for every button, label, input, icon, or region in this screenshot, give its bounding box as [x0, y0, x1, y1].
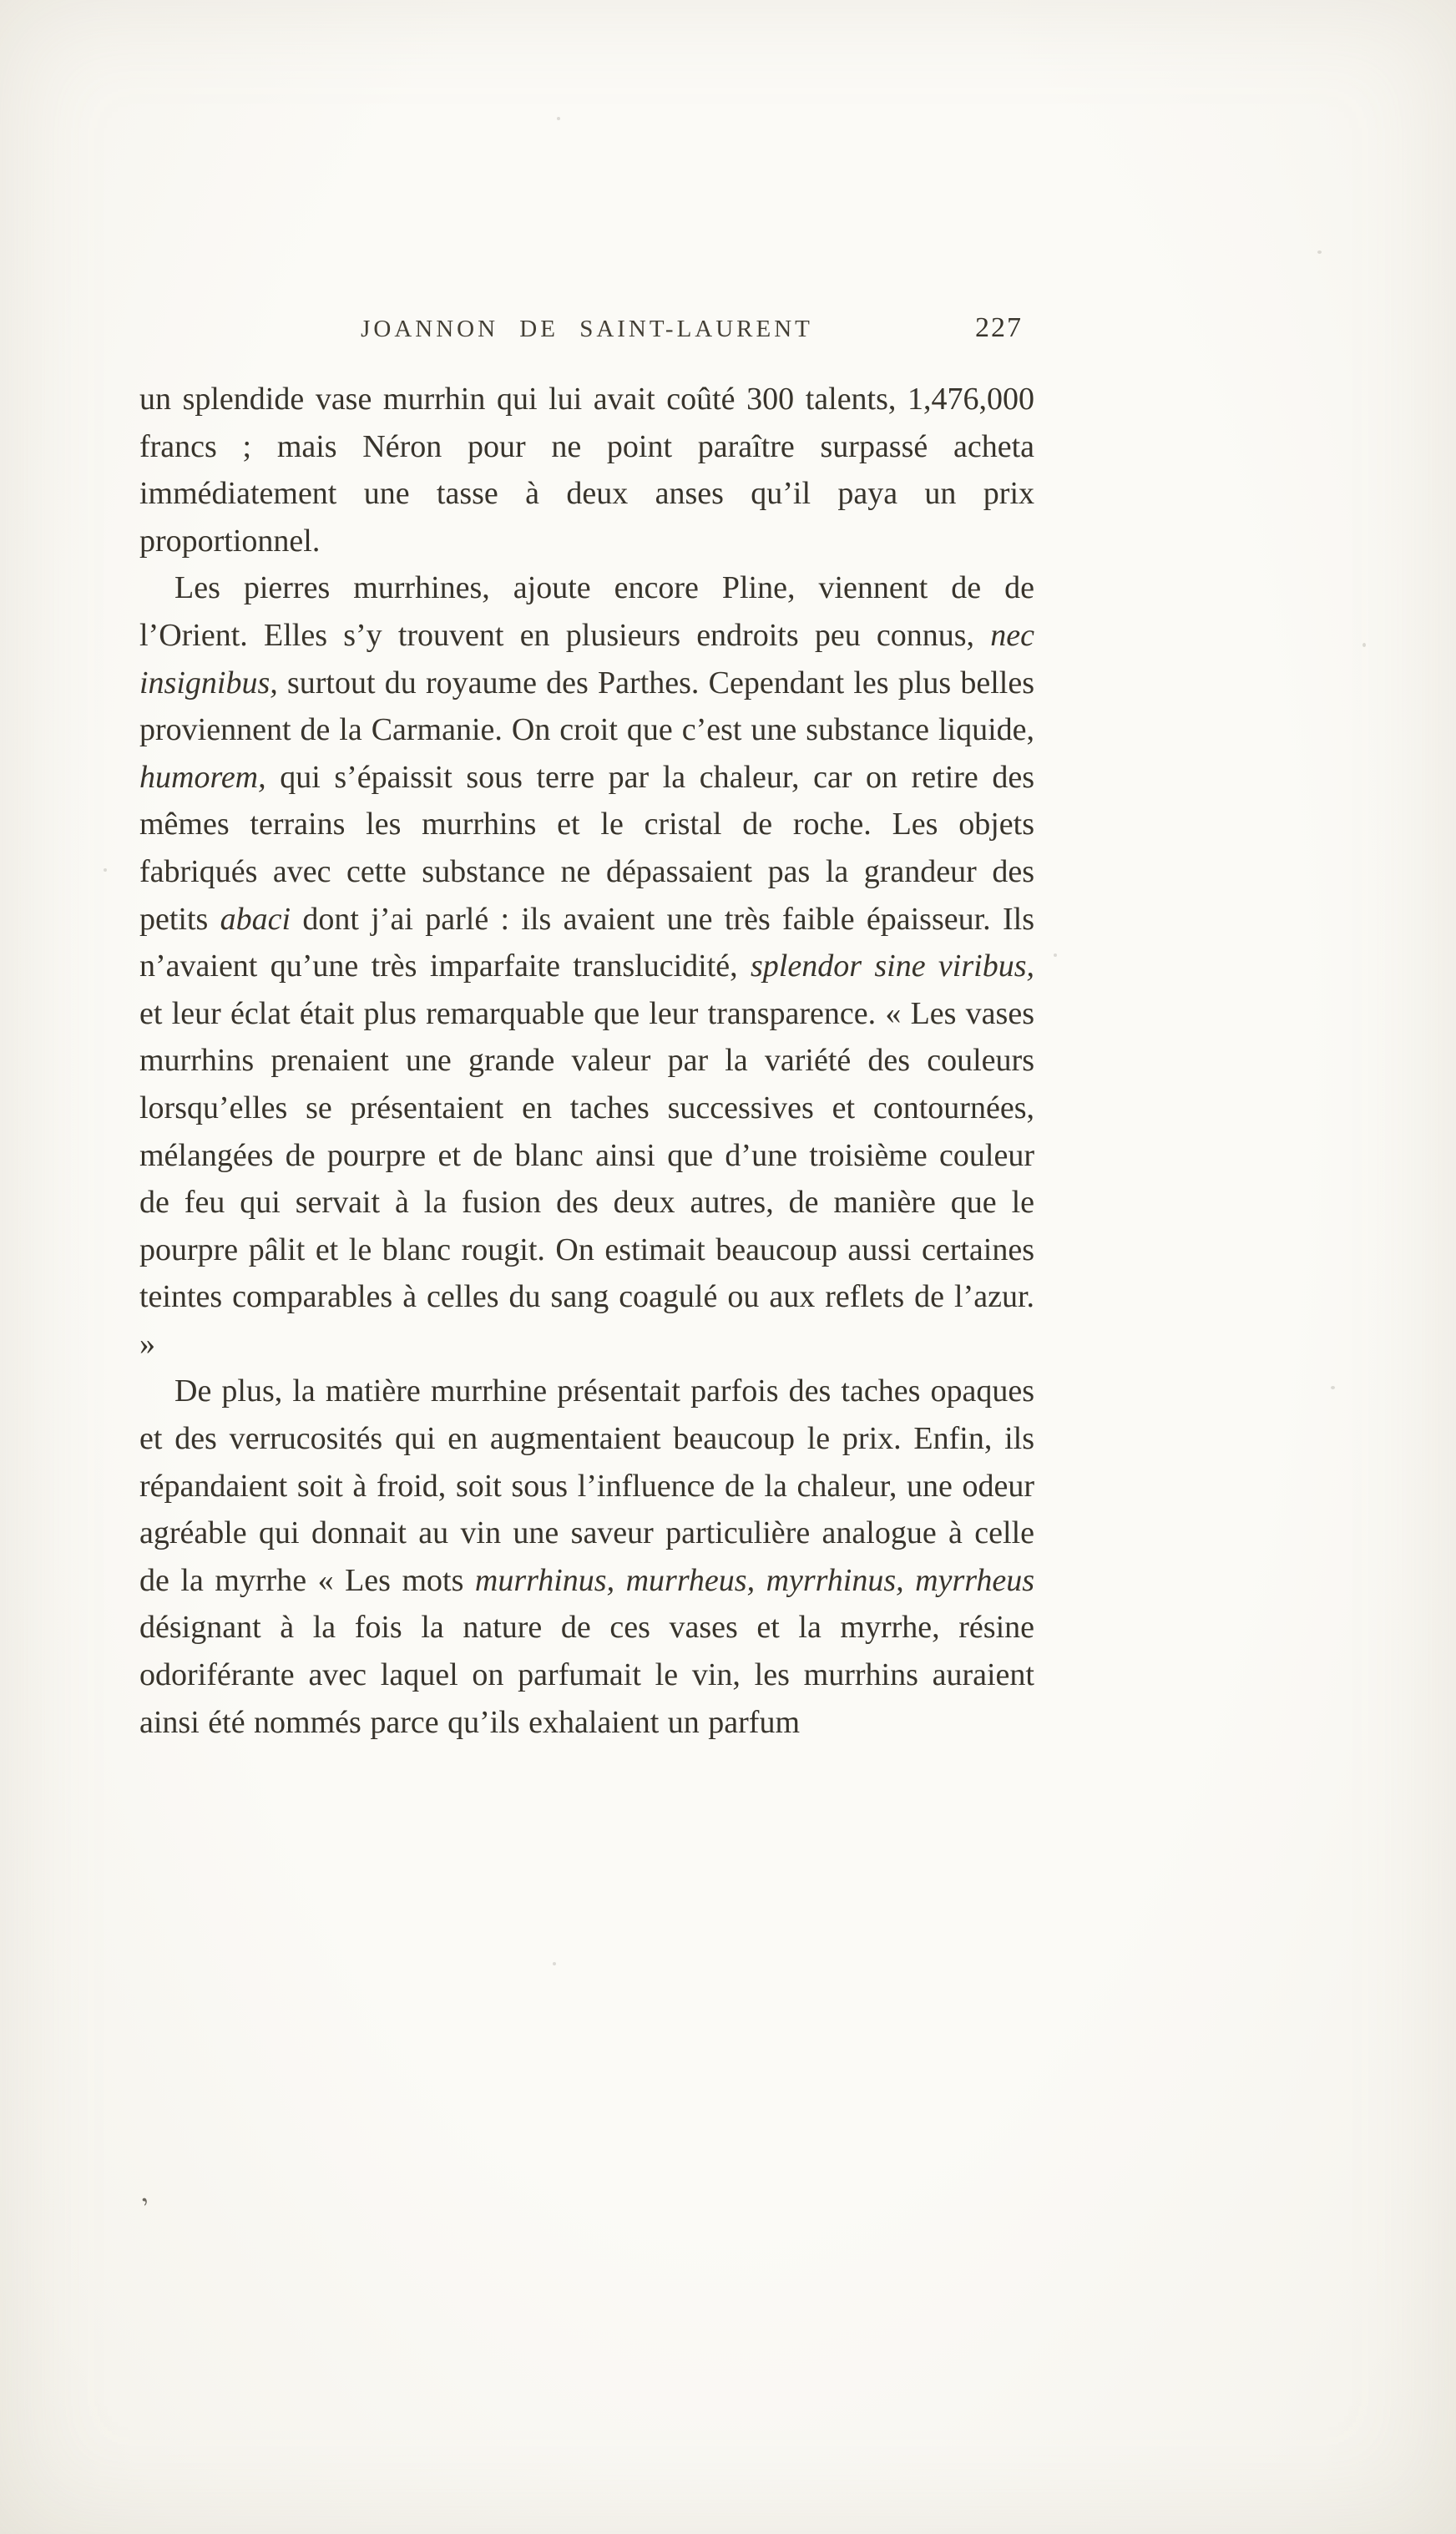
text-run: surtout du royaume des Parthes. Cependant les plus belles proviennent de la Carmanie. On croit que c’est une substance liquide,	[139, 665, 1034, 748]
text-run: désignant à la fois la nature de ces vases et la myrrhe, résine odoriférante avec laquel on parfumait le vin, les murrhins auraient ainsi été nommés parce qu’ils exhalaient un parfum	[139, 1610, 1034, 1740]
text-run: Les pierres murrhines, ajoute encore Pline, viennent de de l’Orient. Elles s’y trouvent en plusieurs endroits peu connus,	[139, 570, 1034, 653]
text-run: De plus, la matière murrhine présentait parfois des taches opaques et des verrucosités qui en augmentaient beaucoup le prix. Enfin, ils répandaient soit à froid, soit sous l’influence de la chaleur, une odeur agréable qui donnait au vin une saveur particulière analogue à celle de la myrrhe « Les mots	[139, 1373, 1034, 1598]
italic-run: splendor sine viribus,	[751, 948, 1034, 984]
text-run: qui s’épaissit sous terre par la chaleur, car on retire des mêmes terrains les murrhins et le cristal de roche. Les objets fabriqués avec cette substance ne dépassaient pas la grandeur des petits	[139, 759, 1034, 937]
scan-speck	[104, 868, 107, 872]
italic-run: nec insignibus,	[139, 617, 1034, 701]
page-header	[139, 312, 1034, 352]
paragraph	[139, 376, 1034, 564]
scan-speck	[1362, 643, 1366, 647]
scan-speck	[1317, 250, 1322, 254]
scan-speck	[557, 117, 560, 120]
text-column	[136, 0, 1034, 2534]
paragraph	[139, 1368, 1034, 1746]
italic-run: abaci	[220, 901, 291, 937]
italic-run: humorem,	[139, 759, 266, 795]
stray-ink-mark: ’	[136, 2191, 160, 2223]
text-run: dont j’ai parlé : ils avaient une très faible épaisseur. Ils n’avaient qu’une très imparfaite translucidité,	[139, 901, 1034, 984]
text-run: un splendide vase murrhin qui lui avait coûté 300 talents, 1,476,000 francs ; mais Néron pour ne point paraître surpassé acheta immédiatement une tasse à deux anses qu’il paya un prix proportionnel.	[139, 382, 1034, 559]
text-run: et leur éclat était plus remarquable que leur transparence. « Les vases murrhins prenaient une grande valeur par la variété des couleurs lorsqu’elles se présentaient en taches successives et contournées, mélangées de pourpre et de blanc ainsi que d’une troisième couleur de feu qui servait à la fusion des deux autres, de manière que le pourpre pâlit et le blanc rougit. On estimait beaucoup aussi certaines teintes comparables à celles du sang coagulé ou aux reflets de l’azur. »	[139, 995, 1034, 1362]
italic-run: murrhinus, murrheus, myrrhinus, myrrheus	[474, 1562, 1034, 1598]
scan-speck	[1054, 953, 1057, 957]
scan-speck	[1331, 1386, 1335, 1389]
paragraph	[139, 564, 1034, 1368]
page-number: 227	[975, 312, 1023, 343]
running-title: JOANNON DE SAINT-LAURENT	[361, 316, 813, 342]
text-block	[139, 376, 1034, 1746]
scan-speck	[553, 1962, 556, 1965]
